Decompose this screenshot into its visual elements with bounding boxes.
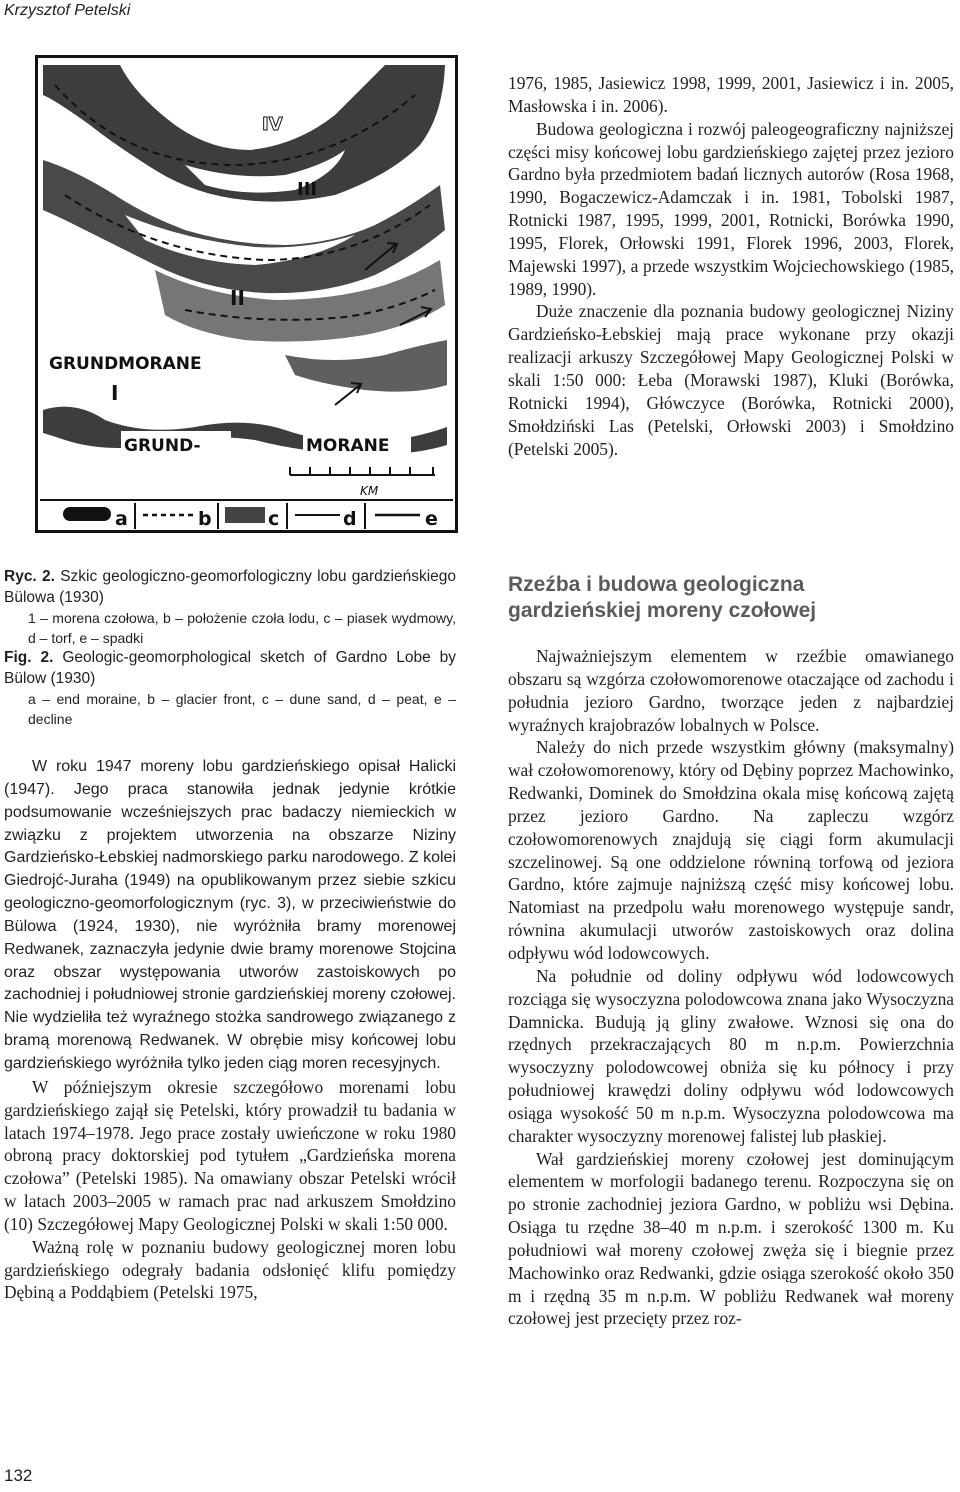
legend-swatch-a: [63, 507, 111, 521]
legend-label-c: c: [268, 508, 280, 530]
running-header: Krzysztof Petelski: [4, 2, 131, 19]
scale-unit-label: KM: [360, 484, 379, 498]
zone-label-i: I: [111, 381, 119, 405]
section-heading: [508, 572, 954, 624]
paragraph: Wał gardzieńskiej moreny czołowej jest dominującym elementem w morfologii badanego terenu. Rozpoczyna się on po stronie zachodniej jeziora Gardno, w pobliżu wsi Dębina. Osiąga tu rzędne 38–40 m n.p.m. i szerokość 1300 m. Ku południowi wał moreny czołowej zwęża się i biegnie przez Machowinko oraz Redwanki, gdzie osiąga szerokość około 350 m i rzędną 35 m n.p.m. W pobliżu Redwanek wał moreny czołowej jest przecięty przez roz-: [508, 1148, 954, 1329]
figure-caption: [4, 567, 456, 729]
caption-legend-pl: 1 – morena czołowa, b – położenie czoła lodu, c – piasek wydmowy, d – torf, e – spadki: [28, 610, 456, 646]
right-column-top-text: [508, 72, 954, 460]
paragraph: Najważniejszym elementem w rzeźbie omawianego obszaru są wzgórza czołowomorenowe otaczające od zachodu i południa jezioro Gardno, tworzące jeden z najbardziej wyraźnych krajobrazów lobalnych w Polsce.: [508, 646, 954, 735]
caption-title-en: Geologic-geomorphological sketch of Gardno Lobe by Bülow (1930): [4, 649, 456, 687]
legend-swatch-c: [225, 507, 265, 523]
left-column-text: [4, 756, 456, 1304]
label-grundmorane-2b: MORANE: [306, 436, 390, 456]
zone-label-iv: IV: [262, 114, 283, 135]
caption-label-en: Fig. 2.: [4, 649, 54, 666]
caption-polish-title: [4, 567, 456, 608]
page-number: 132: [4, 1466, 33, 1485]
paragraph-lead-sans: W roku 1947 moreny lobu gardzieńskiego opisał: [32, 758, 401, 775]
section-heading-line-2: gardzieńskiej moreny czołowej: [508, 599, 817, 622]
paragraph: 1976, 1985, Jasiewicz 1998, 1999, 2001, Jasiewicz i in. 2005, Masłowska i in. 2006).: [508, 73, 954, 116]
paragraph: [4, 756, 456, 1076]
paragraph: Duże znaczenie dla poznania budowy geologicznej Niziny Gardzieńsko-Łebskiej mają prace wykonane przy okazji realizacji arkuszy Szczegółowej Mapy Geologicznej Polski w skali 1:50 000: Łeba (Morawski 1987), Kluki (Borówka, Rotnicki 1994), Główczyce (Borówka, Rotnicki 2000), Smołdziński Las (Petelski, Orłowski 2003) i Smołdzino (Petelski 2005).: [508, 301, 954, 459]
zone-label-ii: II: [230, 286, 245, 310]
legend-label-a: a: [115, 508, 128, 530]
caption-title-pl: Szkic geologiczno-geomorfologiczny lobu gardzieńskiego Bülowa (1930): [4, 568, 456, 606]
right-column-text: [508, 645, 954, 1330]
paragraph-body: Halicki (1947). Jego praca stanowiła jednak jedynie krótkie podsumowanie wcześniejszych prac badaczy niemieckich w związku z projektem utworzenia na obszarze Niziny Gardzieńsko-Łebskiej nadmorskiego parku narodowego. Z kolei Giedrojć-Juraha (1949) na opublikowanym przez siebie szkicu geologiczno-geomorfologicznym (ryc. 3), w przeciwieństwie do Bülowa (1924, 1930), nie wyróżniła bramy morenowej Redwanek, zaznaczyła jedynie dwie bramy morenowe Stojcina oraz obszar występowania utworów zastoiskowych po zachodniej i południowej stronie gardzieńskiej moreny czołowej. Nie wydzieliła też wyraźnego stożka sandrowego związanego z bramą morenową Redwanek. W obrębie misy końcowej lobu gardzieńskiego wyróżniła tylko jeden ciąg moren recesyjnych.: [4, 758, 456, 1072]
paragraph: Należy do nich przede wszystkim główny (maksymalny) wał czołowomorenowy, który od Dębiny poprzez Machowinko, Redwanki, Dominek do Smołdzina okala misę końcową zajętą przez jezioro Gardno. Na zapleczu wzgórz czołowomorenowych znajdują się ciągi form akumulacji szczelinowej. Są one oddzielone równiną torfową od jeziora Gardno, które zajmuje najniższą część misy końcowej lobu. Natomiast na przedpolu wału morenowego występuje sandr, równina akumulacji utworów zastoiskowych oraz dolina odpływu wód lodowcowych.: [508, 737, 954, 963]
caption-english-title: [4, 648, 456, 689]
legend-label-e: e: [425, 508, 438, 530]
zone-label-iii: III: [297, 179, 318, 200]
legend-label-b: b: [198, 508, 212, 530]
label-grundmorane-2a: GRUND-: [124, 436, 201, 456]
label-grundmorane-1: GRUNDMORANE: [49, 354, 202, 374]
paragraph: Na południe od doliny odpływu wód lodowcowych rozciąga się wysoczyzna polodowcowa znana jako Wysoczyzna Damnicka. Budują ją gliny zwałowe. Wznosi się ona do rzędnych przekraczających 80 m n.p.m. Powierzchnia wysoczyzny polodowcowej obniża się ku północy i przy południowej krawędzi doliny odpływu wód lodowcowych osiąga wysokość 50 m n.p.m. Wysoczyzna polodowcowa ma charakter wysoczyzny morenowej falistej lub płaskiej.: [508, 965, 954, 1146]
caption-label-pl: Ryc. 2.: [4, 568, 55, 585]
geological-sketch-map: [35, 55, 458, 533]
legend-label-d: d: [343, 508, 357, 530]
paragraph: Ważną rolę w poznaniu budowy geologicznej moren lobu gardzieńskiego odegrały badania odsłonięć klifu pomiędzy Dębiną a Poddąbiem (Petelski 1975,: [4, 1236, 456, 1303]
caption-legend-en: a – end moraine, b – glacier front, c – dune sand, d – peat, e – decline: [28, 691, 456, 727]
paragraph: W późniejszym okresie szczegółowo morenami lobu gardzieńskiego zajął się Petelski, który prowadził tu badania w latach 1974–1978. Jego prace zostały uwieńczone w roku 1980 obroną pracy doktorskiej pod tytułem „Gardzieńska morena czołowa” (Petelski 1985). Na omawiany obszar Petelski wrócił w latach 2003–2005 w ramach prac nad arkuszem Smołdzino (10) Szczegółowej Mapy Geologicznej Polski w skali 1:50 000.: [4, 1076, 456, 1234]
paragraph: Budowa geologiczna i rozwój paleogeograficzny najniższej części misy końcowej lobu gardzieńskiego zajętej przez jezioro Gardno była przedmiotem badań licznych autorów (Rosa 1968, 1990, Bogaczewicz-Adamczak i in. 1981, Tobolski 1987, Rotnicki 1987, 1995, 1999, 2001, Rotnicki, Borówka 1990, 1995, Florek, Orłowski 1991, Florek 1996, 2003, Florek, Majewski 1997), a przede wszystkim Wojciechowskiego (1985, 1989, 1990).: [508, 118, 954, 299]
section-heading-line-1: Rzeźba i budowa geologiczna: [508, 573, 805, 596]
